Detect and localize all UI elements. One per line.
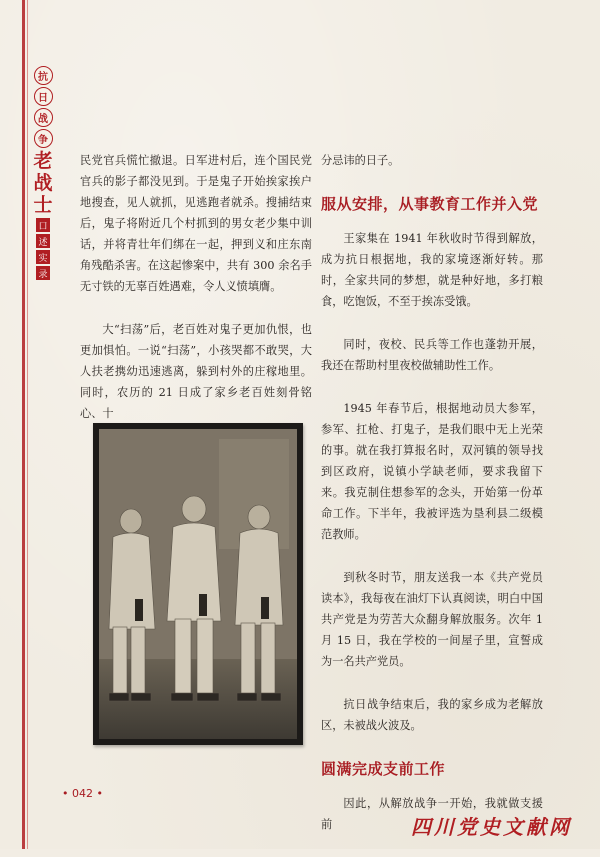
right-continuation: 分忌讳的日子。 (321, 154, 400, 167)
left-paragraph-1: 民党官兵慌忙撤退。日军进村后，连个国民党官兵的影子都没见到。于是鬼子开始挨家挨户地搜查，见人就抓，见逃跑者就杀。搜捕结束后，鬼子将附近几个村抓到的男女老少集中训话，并将青壮年们绑在一起，押到义和庄东南角残酷杀害。在这起惨案中，共有 300 余名手无寸铁的无辜百姓遇难，令人义愤填膺。 (80, 154, 312, 293)
section-title-2: 圆满完成支前工作 (321, 760, 446, 778)
section2-paragraph: 因此，从解放战争一开始，我就做支援前 (321, 797, 543, 831)
series-box-char: 录 (36, 266, 50, 280)
section1-paragraph: 抗日战争结束后，我的家乡成为老解放区，未被战火波及。 (321, 698, 543, 732)
right-column (321, 150, 543, 857)
photo-image (99, 429, 297, 739)
left-paragraph-2: 大“扫荡”后，老百姓对鬼子更加仇恨，也更加惧怕。一说“扫荡”，小孩哭都不敢哭，大人扶老携幼迅速逃离，躲到村外的庄稼地里。同时，农历的 21 日成了家乡老百姓刻骨铭心、十 (80, 323, 312, 420)
side-bar-line (22, 0, 25, 849)
section1-paragraph: 王家集在 1941 年秋收时节得到解放，成为抗日根据地，我的家境逐渐好转。那时，全家共同的梦想，就是种好地，多打粮食，吃饱饭，不至于挨冻受饿。 (321, 232, 543, 308)
historical-photo (93, 423, 303, 745)
series-circle-char: 日 (34, 87, 53, 106)
series-main-char: 老 (33, 150, 53, 172)
page-number: • 042 • (62, 787, 103, 800)
series-box-char: 述 (36, 234, 50, 248)
series-main-char: 战 (33, 172, 53, 194)
section1-paragraph: 1945 年春节后，根据地动员大参军，参军、扛枪、打鬼子，是我们眼中无上光荣的事。就在我打算报名时，双河镇的领导找到区政府，说镇小学缺老师，要求我留下来。我克制住想参军的念头，开始第一份革命工作。下半年，我被评选为垦利县二级模范教师。 (321, 402, 543, 541)
left-column (80, 150, 312, 446)
section-title-1: 服从安排，从事教育工作并入党 (321, 195, 539, 213)
side-bar-line-thin (27, 0, 28, 849)
series-circle-char: 争 (34, 129, 53, 148)
series-main-char: 士 (33, 194, 53, 216)
series-circle-char: 抗 (34, 66, 53, 85)
series-box-char: 实 (36, 250, 50, 264)
side-decoration (0, 0, 60, 849)
three-soldiers-photo-icon (99, 429, 297, 739)
series-circle-char: 战 (34, 108, 53, 127)
footer-brand-logo: 四川党史文献网 (411, 815, 572, 839)
section1-paragraph: 同时，夜校、民兵等工作也蓬勃开展，我还在帮助村里夜校做辅助性工作。 (321, 338, 543, 372)
series-box-char: 口 (36, 218, 50, 232)
section1-paragraph: 到秋冬时节，朋友送我一本《共产党员读本》，我每夜在油灯下认真阅读，明白中国共产党是为劳苦大众翻身解放服务。次年 1 月 15 日，我在学校的一间屋子里，宣誓成为一名共产党员。 (321, 571, 543, 668)
series-badge (30, 66, 56, 280)
